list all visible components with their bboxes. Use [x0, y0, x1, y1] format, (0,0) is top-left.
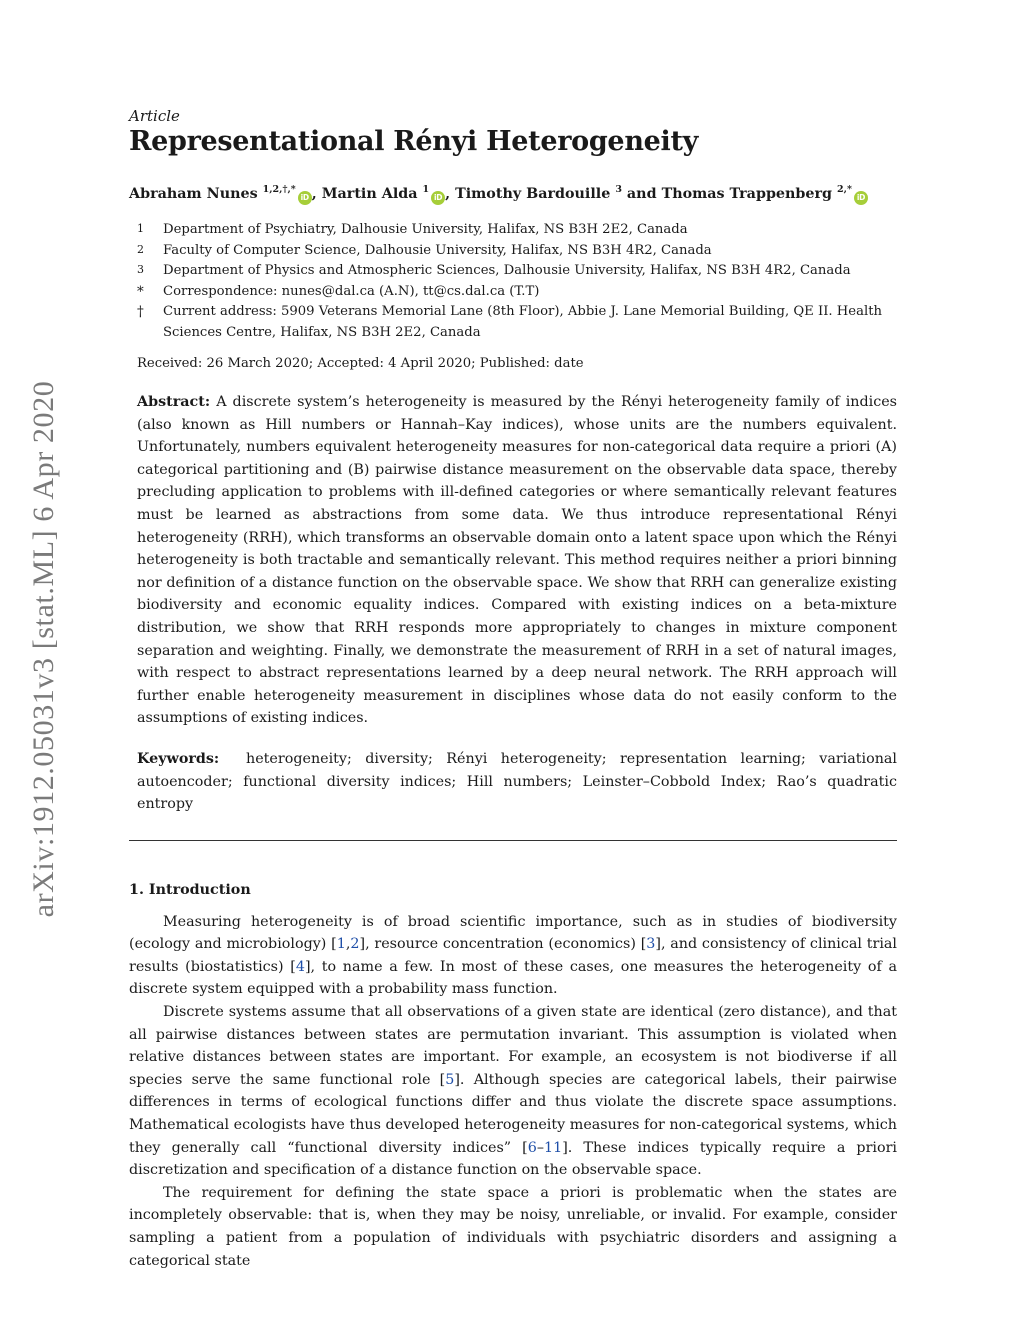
current-address-text: Current address: 5909 Veterans Memorial Lane (8th Floor), Abbie J. Lane Memorial Building, QE II. Health Sciences Centre, Halifax, NS B3H 2E2, Canada: [163, 304, 882, 340]
author-affil-sup: 1: [422, 184, 430, 195]
paper-title: Representational Rényi Heterogeneity: [129, 126, 699, 157]
orcid-icon[interactable]: iD: [854, 191, 868, 205]
body-paragraph: The requirement for defining the state space a priori is problematic when the states are incompletely observable: that is, when they may be noisy, unreliable, or invalid. For example, consider sampling a patient from a population of individuals with psychiatric disorders and assigning a categorical state: [129, 1184, 897, 1269]
affiliation-text: Department of Physics and Atmospheric Sciences, Dalhousie University, Halifax, NS B3H 4R2, Canada: [163, 263, 851, 278]
author-name: Martin Alda: [321, 186, 418, 202]
publication-dates: Received: 26 March 2020; Accepted: 4 April 2020; Published: date: [137, 356, 584, 371]
author-affil-sup: 3: [615, 184, 622, 195]
body-paragraph: Discrete systems assume that all observations of a given state are identical (zero distance), and that all pairwise distances between states are permutation invariant. This assumption is violated when relative distances between states are important. For example, an ecosystem is not biodiverse if all species serve the same functional role [5]. Although species are categorical labels, their pairwise differences in terms of ecological functions differ and thus violate the discrete space assumptions. Mathematical ecologists have thus developed heterogeneity measures for non-categorical systems, which they generally call “functional diversity indices” [6–11]. These indices typically require a priori discretization and specification of a distance function on the observable space.: [129, 1004, 898, 1179]
keywords-text: heterogeneity; diversity; Rényi heterogeneity; representation learning; variational autoencoder; functional diversity indices; Hill numbers; Leinster–Cobbold Index; Rao’s quadratic entropy: [137, 750, 897, 813]
affiliation-mark: *: [137, 283, 144, 300]
abstract: [137, 391, 897, 730]
affiliation-item: [129, 261, 897, 282]
author-list: [129, 185, 897, 205]
author-affil-sup: 2,*: [837, 184, 852, 195]
affiliation-mark: †: [137, 304, 144, 320]
citation-link[interactable]: 5: [445, 1071, 455, 1088]
author-name: Thomas Trappenberg: [661, 186, 833, 202]
affiliation-list: [129, 220, 897, 343]
correspondence-text: Correspondence: nunes@dal.ca (A.N), tt@cs.dal.ca (T.T): [163, 283, 540, 299]
author-name: Timothy Bardouille: [455, 186, 611, 202]
affiliation-mark: 3: [137, 263, 144, 276]
orcid-icon[interactable]: iD: [298, 191, 312, 205]
affiliation-text: Faculty of Computer Science, Dalhousie University, Halifax, NS B3H 4R2, Canada: [163, 242, 712, 258]
abstract-label: Abstract:: [137, 394, 211, 410]
citation-link[interactable]: 2: [350, 936, 360, 953]
orcid-icon[interactable]: iD: [431, 191, 445, 205]
section-heading: 1. Introduction: [129, 881, 251, 898]
header-divider: [129, 840, 897, 841]
affiliation-mark: 1: [137, 222, 144, 235]
correspondence-item: [129, 282, 897, 303]
abstract-text: A discrete system’s heterogeneity is measured by the Rényi heterogeneity family of indices (also known as Hill numbers or Hannah–Kay indices), whose units are the numbers equivalent. Unfortunately, numbers equivalent heterogeneity measures for non-categorical data require a priori (A) categorical partitioning and (B) pairwise distance measurement on the observable data space, thereby precluding application to problems with ill-defined categories or where semantically relevant features must be learned as abstractions from some data. We thus introduce representational Rényi heterogeneity (RRH), which transforms an observable domain onto a latent space upon which the Rényi heterogeneity is both tractable and semantically relevant. This method requires neither a priori binning nor definition of a distance function on the observable space. We show that RRH can generalize existing biodiversity and economic equality indices. Compared with existing indices on a beta-mixture distribution, we show that RRH responds more appropriately to changes in mixture component separation and weighting. Finally, we demonstrate the measurement of RRH in a set of natural images, with respect to abstract representations learned by a deep neural network. The RRH approach will further enable heterogeneity measurement in disciplines whose data do not easily conform to the assumptions of existing indices.: [137, 394, 898, 727]
author-sep: ,: [445, 186, 456, 202]
citation-link[interactable]: 6: [527, 1139, 537, 1156]
author-name: Abraham Nunes: [129, 186, 258, 202]
paper-page: [129, 103, 897, 1272]
affiliation-item: [129, 220, 897, 241]
citation-link[interactable]: 4: [295, 958, 305, 975]
citation-link[interactable]: 11: [544, 1139, 563, 1156]
author-sep: ,: [311, 186, 322, 202]
body-paragraph: Measuring heterogeneity is of broad scientific importance, such as in studies of biodiversity (ecology and microbiology) [1,2], resource concentration (economics) [3], and consistency of clinical trial results (biostatistics) [4], to name a few. In most of these cases, one measures the heterogeneity of a discrete system equipped with a probability mass function.: [129, 913, 897, 998]
author-sep: and: [621, 186, 662, 202]
affiliation-text: Department of Psychiatry, Dalhousie University, Halifax, NS B3H 2E2, Canada: [163, 222, 688, 237]
arxiv-identifier-text: arXiv:1912.05031v3 [stat.ML] 6 Apr 2020: [27, 380, 60, 918]
article-type-label: Article: [129, 107, 180, 125]
keywords: [137, 748, 897, 816]
citation-link[interactable]: 1: [336, 936, 346, 953]
author-affil-sup: 1,2,†,*: [262, 184, 296, 195]
keywords-label: Keywords:: [137, 750, 220, 767]
affiliation-mark: 2: [137, 242, 144, 256]
current-address-item: [129, 302, 897, 343]
affiliation-item: [129, 241, 897, 262]
introduction-body: [129, 911, 897, 1273]
arxiv-side-identifier: [22, 352, 66, 946]
citation-link[interactable]: 3: [646, 936, 656, 953]
